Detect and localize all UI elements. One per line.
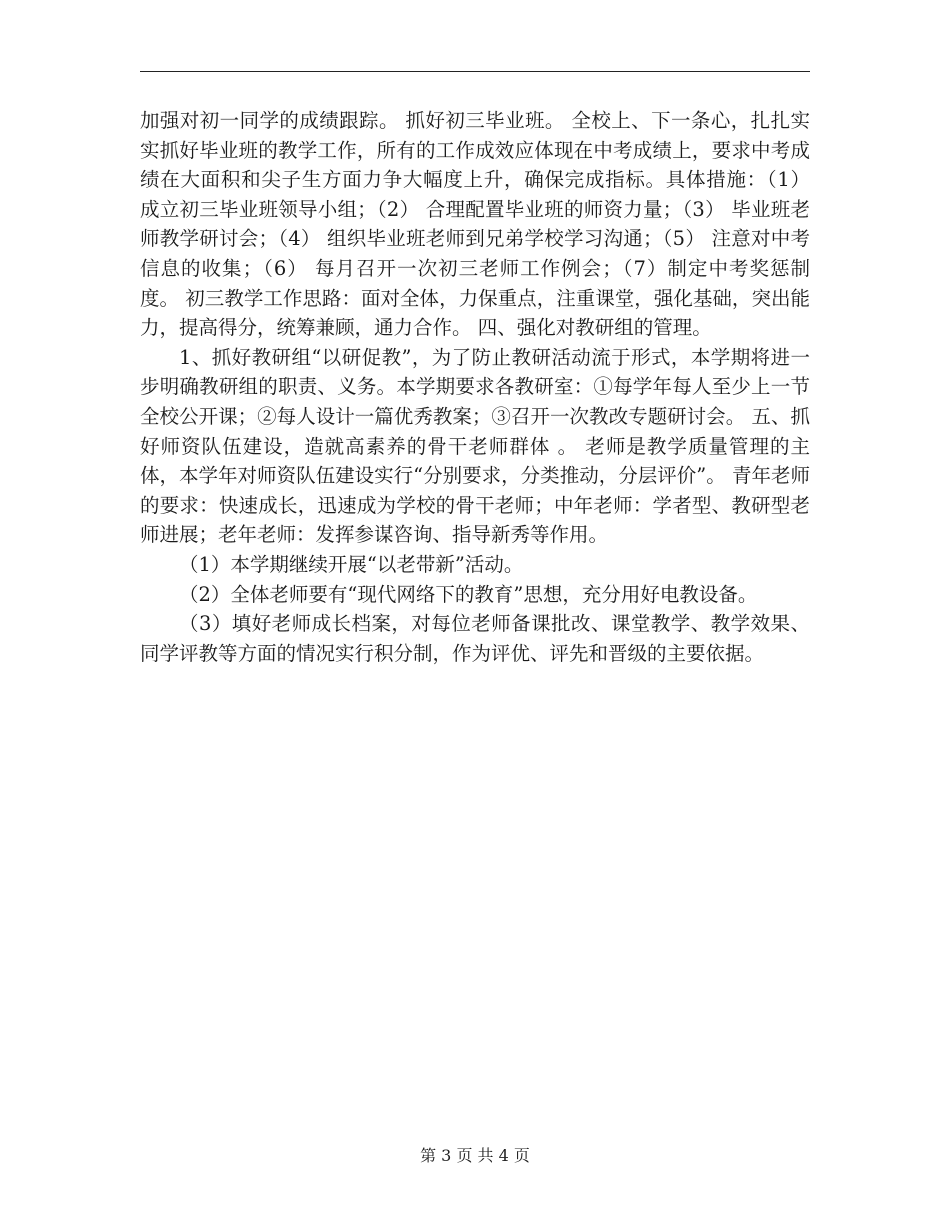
paragraph-1: 加强对初一同学的成绩跟踪。 抓好初三毕业班。 全校上、下一条心，扎扎实实抓好毕业班的教学工作，所有的工作成效应体现在中考成绩上，要求中考成绩在大面积和尖子生方面力争大幅度上升，确保完成指标。具体措施：（1） 成立初三毕业班领导小组；（2） 合理配置毕业班的师资力量；（3） 毕业班老师教学研讨会；（4） 组织毕业班老师到兄弟学校学习沟通；（5） 注意对中考信息的收集；（6） 每月召开一次初三老师工作例会；（7）制定中考奖惩制度。 初三教学工作思路：面对全体，力保重点，注重课堂，强化基础，突出能力，提高得分，统筹兼顾，通力合作。 四、强化对教研组的管理。	[140, 109, 810, 340]
paragraph-5: （3）填好老师成长档案，对每位老师备课批改、课堂教学、教学效果、同学评教等方面的情况实行积分制，作为评优、评先和晋级的主要依据。	[140, 612, 810, 665]
document-body	[140, 106, 810, 668]
paragraph-3: （1）本学期继续开展“以老带新”活动。	[179, 552, 524, 576]
header-rule	[140, 71, 810, 72]
paragraph-4: （2）全体老师要有“现代网络下的教育”思想，充分用好电教设备。	[179, 582, 758, 606]
page-number-footer: 第 3 页 共 4 页	[420, 1146, 530, 1165]
paragraph-2: 1、抓好教研组“以研促教”，为了防止教研活动流于形式，本学期将进一步明确教研组的职责、义务。本学期要求各教研室：①每学年每人至少上一节全校公开课；②每人设计一篇优秀教案；③召开一次教改专题研讨会。 五、抓好师资队伍建设，造就高素养的骨干老师群体 。 老师是教学质量管理的主体，本学年对师资队伍建设实行“分别要求，分类推动，分层评价”。 青年老师的要求：快速成长，迅速成为学校的骨干老师；中年老师：学者型、教研型老师进展；老年老师：发挥参谋咨询、指导新秀等作用。	[140, 345, 810, 547]
